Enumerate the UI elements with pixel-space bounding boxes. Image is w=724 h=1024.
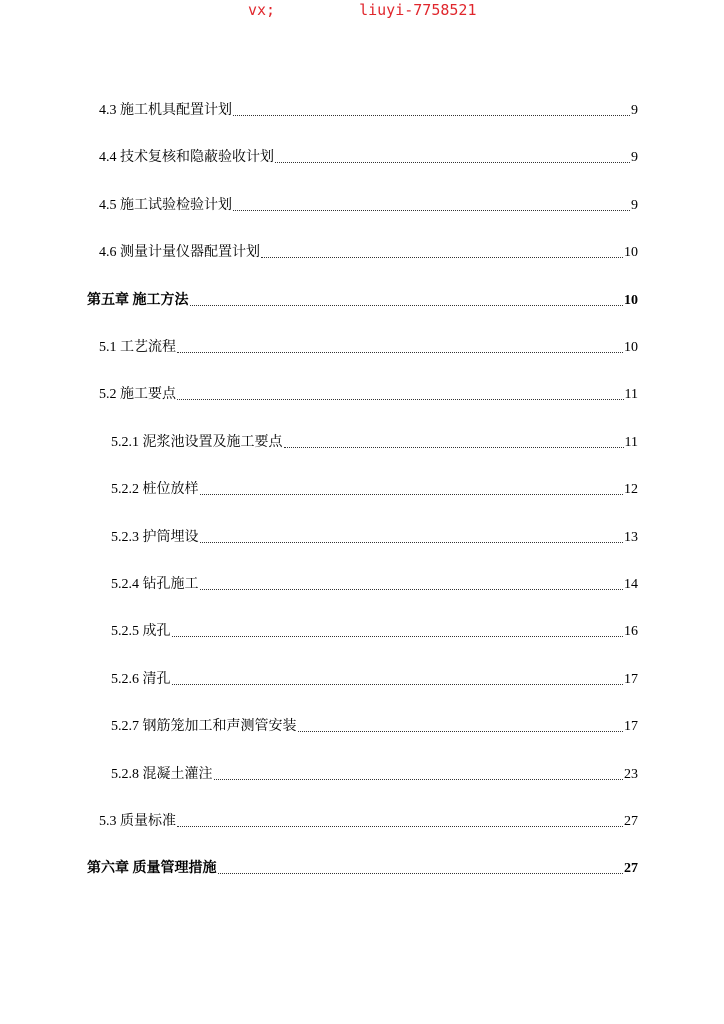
toc-dot-leader — [172, 635, 624, 637]
toc-dot-leader — [284, 446, 624, 448]
toc-entry-page-number: 14 — [624, 577, 638, 592]
toc-entry-title: 5.2 施工要点 — [99, 387, 176, 402]
toc-entry-page-number: 9 — [631, 150, 638, 165]
toc-entry-page-number: 16 — [624, 624, 638, 639]
toc-entry[interactable] — [111, 477, 638, 499]
toc-dot-leader — [177, 825, 623, 827]
toc-entry-title: 5.2.3 护筒埋设 — [111, 530, 199, 545]
toc-entry[interactable] — [111, 667, 638, 689]
toc-entry-page-number: 17 — [624, 719, 638, 734]
toc-entry-title: 第六章 质量管理措施 — [87, 861, 217, 876]
toc-dot-leader — [275, 161, 630, 163]
toc-dot-leader — [214, 778, 624, 780]
toc-entry-title: 5.3 质量标准 — [99, 814, 176, 829]
toc-entry-title: 4.5 施工试验检验计划 — [99, 198, 232, 213]
toc-entry[interactable] — [99, 240, 638, 262]
toc-dot-leader — [200, 588, 624, 590]
toc-entry[interactable] — [87, 288, 638, 310]
watermark-contact: liuyi-7758521 — [359, 1, 477, 19]
toc-entry[interactable] — [99, 98, 638, 120]
toc-entry[interactable] — [111, 430, 638, 452]
toc-dot-leader — [190, 304, 624, 306]
toc-dot-leader — [200, 541, 624, 543]
toc-entry-page-number: 9 — [631, 103, 638, 118]
toc-entry-title: 5.1 工艺流程 — [99, 340, 176, 355]
toc-entry-page-number: 10 — [624, 340, 638, 355]
toc-entry-title: 5.2.1 泥浆池设置及施工要点 — [111, 435, 283, 450]
toc-entry-page-number: 27 — [624, 814, 638, 829]
watermark — [248, 0, 477, 20]
toc-entry[interactable] — [111, 572, 638, 594]
toc-dot-leader — [177, 351, 623, 353]
toc-entry-page-number: 10 — [624, 245, 638, 260]
toc-entry-title: 5.2.2 桩位放样 — [111, 482, 199, 497]
toc-entry[interactable] — [99, 382, 638, 404]
toc-entry-page-number: 9 — [631, 198, 638, 213]
toc-entry-title: 4.6 测量计量仪器配置计划 — [99, 245, 260, 260]
toc-entry-page-number: 13 — [624, 530, 638, 545]
toc-dot-leader — [233, 209, 630, 211]
toc-entry[interactable] — [99, 809, 638, 831]
toc-entry-page-number: 17 — [624, 672, 638, 687]
toc-entry-title: 5.2.5 成孔 — [111, 624, 171, 639]
toc-entry[interactable] — [99, 145, 638, 167]
toc-entry[interactable] — [111, 762, 638, 784]
toc-entry[interactable] — [111, 525, 638, 547]
toc-entry[interactable] — [99, 335, 638, 357]
toc-entry-page-number: 27 — [624, 861, 638, 876]
watermark-prefix: vx; — [248, 1, 276, 19]
toc-entry-title: 5.2.8 混凝土灌注 — [111, 767, 213, 782]
toc-entry[interactable] — [111, 714, 638, 736]
toc-entry-title: 第五章 施工方法 — [87, 293, 189, 308]
toc-dot-leader — [233, 114, 630, 116]
toc-dot-leader — [177, 398, 624, 400]
toc-dot-leader — [218, 872, 624, 874]
toc-entry-page-number: 11 — [624, 435, 638, 450]
toc-entry-title: 5.2.4 钻孔施工 — [111, 577, 199, 592]
toc-entry-page-number: 23 — [624, 767, 638, 782]
toc-entry-page-number: 10 — [624, 293, 638, 308]
toc-entry-page-number: 11 — [624, 387, 638, 402]
toc-dot-leader — [261, 256, 623, 258]
toc-dot-leader — [298, 730, 624, 732]
toc-entry[interactable] — [87, 856, 638, 878]
toc-entry-page-number: 12 — [624, 482, 638, 497]
toc-entry-title: 4.4 技术复核和隐蔽验收计划 — [99, 150, 274, 165]
toc-entry-title: 4.3 施工机具配置计划 — [99, 103, 232, 118]
toc-entry[interactable] — [99, 193, 638, 215]
toc-entry[interactable] — [111, 619, 638, 641]
toc-entry-title: 5.2.6 清孔 — [111, 672, 171, 687]
toc-entry-title: 5.2.7 钢筋笼加工和声测管安装 — [111, 719, 297, 734]
toc-dot-leader — [172, 683, 624, 685]
toc-dot-leader — [200, 493, 624, 495]
